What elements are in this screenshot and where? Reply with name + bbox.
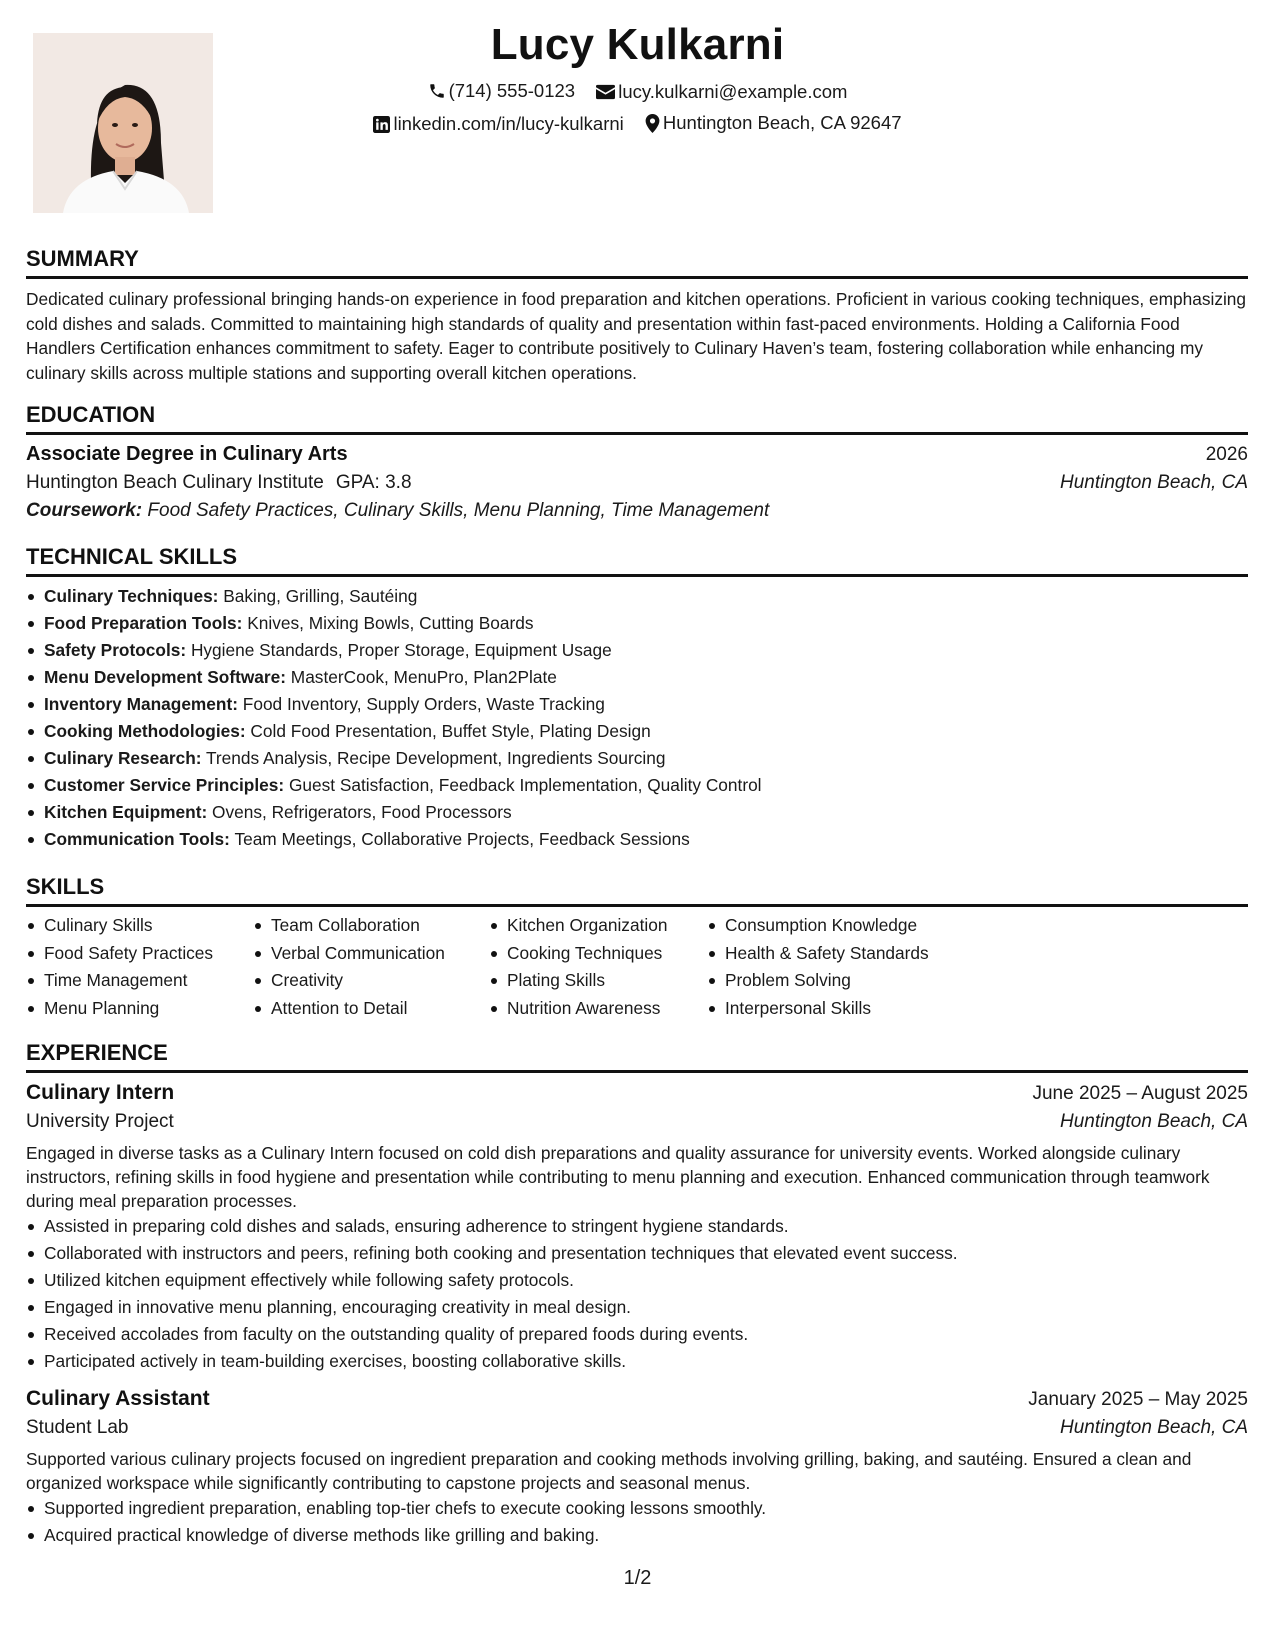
skills-column-1 [26,912,253,1022]
technical-skills-list [26,583,1248,853]
skill-value: Cold Food Presentation, Buffet Style, Plating Design [250,721,651,742]
skill-label: Kitchen Equipment: [44,802,208,823]
skill-label: Customer Service Principles: [44,775,285,796]
list-item [26,691,1248,718]
summary-section [26,246,1248,385]
job-header-row [26,1081,1248,1105]
job-location: Huntington Beach, CA [1059,1417,1248,1439]
list-item [26,799,1248,826]
technical-skills-section [26,544,1248,853]
page-number: 1/2 [623,1567,652,1589]
job-description: Engaged in diverse tasks as a Culinary Intern focused on cold dish preparations and quality assurance for university events. Worked alongside culinary instructors, refining skills in food hygiene and presentation while contributing to menu planning and execution. Enhanced communication through teamwork during meal preparation processes. [26,1143,1210,1212]
list-item: Health & Safety Standards [707,940,967,968]
candidate-name: Lucy Kulkarni [490,20,785,69]
job-organization: University Project [26,1111,174,1133]
list-item: Problem Solving [707,967,967,995]
list-item: Participated actively in team-building exercises, boosting collaborative skills. [26,1348,1248,1375]
skill-value: Trends Analysis, Recipe Development, Ingredients Sourcing [206,748,666,769]
list-item: Nutrition Awareness [489,995,707,1023]
contact-line-1 [0,80,1275,105]
list-item: Food Safety Practices [26,940,253,968]
education-location: Huntington Beach, CA [1059,472,1248,494]
coursework-label: Coursework: [26,500,143,522]
skill-value: Knives, Mixing Bowls, Cutting Boards [247,613,534,634]
list-item: Plating Skills [489,967,707,995]
phone-item[interactable] [428,80,576,102]
skills-heading: SKILLS [26,874,1248,907]
job-title: Culinary Intern [26,1081,175,1105]
list-item: Collaborated with instructors and peers, refining both cooking and presentation techniques that elevated event success. [26,1240,1248,1267]
job-header-row [26,1387,1248,1411]
skills-grid [26,912,1248,1022]
job-bullets [26,1213,1248,1375]
list-item: Culinary Skills [26,912,253,940]
linkedin-item[interactable] [373,113,623,135]
skill-value: Food Inventory, Supply Orders, Waste Tracking [242,694,605,715]
list-item: Received accolades from faculty on the outstanding quality of prepared foods during events. [26,1321,1248,1348]
coursework-list: Food Safety Practices, Culinary Skills, Menu Planning, Time Management [147,500,770,522]
map-pin-icon [645,114,660,133]
location-text: Huntington Beach, CA 92647 [662,112,902,133]
list-item: Utilized kitchen equipment effectively while following safety protocols. [26,1267,1248,1294]
summary-text: Dedicated culinary professional bringing hands-on experience in food preparation and kitchen operations. Proficient in various cooking techniques, emphasizing cold dishes and salads. Committed to maintaining high standards of quality and presentation within fast-paced environments. Holding a California Food Handlers Certification enhances commitment to safety. Eager to contribute positively to Culinary Haven’s team, fostering collaboration while enhancing my culinary skills across multiple stations and supporting overall kitchen operations. [26,289,1247,383]
list-item [26,826,1248,853]
skill-label: Safety Protocols: [44,640,187,661]
summary-heading: SUMMARY [26,246,1248,279]
job-location: Huntington Beach, CA [1059,1111,1248,1133]
list-item: Team Collaboration [253,912,489,940]
skills-column-2 [253,912,489,1022]
skills-section [26,874,1248,1022]
location-item [645,112,902,134]
list-item: Verbal Communication [253,940,489,968]
education-heading: EDUCATION [26,402,1248,435]
job-organization: Student Lab [26,1417,129,1439]
job-title: Culinary Assistant [26,1387,210,1411]
envelope-icon [596,84,615,100]
list-item [26,745,1248,772]
list-item [26,718,1248,745]
contact-line-2 [0,112,1275,138]
degree-name: Associate Degree in Culinary Arts [26,443,348,466]
list-item: Creativity [253,967,489,995]
skill-value: Team Meetings, Collaborative Projects, Feedback Sessions [234,829,690,850]
coursework [26,500,1248,522]
skill-label: Menu Development Software: [44,667,286,688]
skills-column-4 [707,912,967,1022]
linkedin-text: linkedin.com/in/lucy-kulkarni [393,113,624,134]
institution [26,472,412,494]
list-item [26,772,1248,799]
list-item [26,610,1248,637]
institution-name: Huntington Beach Culinary Institute [26,472,324,494]
job-description: Supported various culinary projects focused on ingredient preparation and cooking methods involving grilling, baking, and sautéing. Ensured a clean and organized workspace while significantly contributing to capstone projects and seasonal menus. [26,1449,1192,1494]
education-section [26,402,1248,522]
list-item: Supported ingredient preparation, enabling top-tier chefs to execute cooking lessons smoothly. [26,1495,1248,1522]
skill-value: Baking, Grilling, Sautéing [223,586,418,607]
experience-section [26,1040,1248,1549]
skill-value: Ovens, Refrigerators, Food Processors [212,802,512,823]
list-item: Menu Planning [26,995,253,1023]
job-entry [26,1387,1248,1549]
list-item: Consumption Knowledge [707,912,967,940]
job-dates: June 2025 – August 2025 [1032,1083,1248,1105]
skill-label: Food Preparation Tools: [44,613,243,634]
skill-value: Hygiene Standards, Proper Storage, Equipment Usage [190,640,612,661]
list-item: Acquired practical knowledge of diverse methods like grilling and baking. [26,1522,1248,1549]
job-org-row [26,1417,1248,1439]
list-item: Assisted in preparing cold dishes and salads, ensuring adherence to stringent hygiene standards. [26,1213,1248,1240]
list-item: Cooking Techniques [489,940,707,968]
skill-label: Culinary Techniques: [44,586,219,607]
list-item: Kitchen Organization [489,912,707,940]
technical-skills-heading: TECHNICAL SKILLS [26,544,1248,577]
list-item: Engaged in innovative menu planning, encouraging creativity in meal design. [26,1294,1248,1321]
gpa: GPA: 3.8 [335,472,412,494]
email-text: lucy.kulkarni@example.com [618,81,848,102]
education-degree-row [26,443,1248,466]
graduation-year: 2026 [1205,444,1248,466]
list-item: Attention to Detail [253,995,489,1023]
skill-label: Culinary Research: [44,748,202,769]
phone-text: (714) 555-0123 [448,80,576,101]
skill-value: Guest Satisfaction, Feedback Implementation, Quality Control [288,775,762,796]
phone-icon [428,82,446,100]
skills-column-3 [489,912,707,1022]
list-item [26,664,1248,691]
list-item: Interpersonal Skills [707,995,967,1023]
list-item [26,637,1248,664]
list-item [26,583,1248,610]
skill-label: Cooking Methodologies: [44,721,246,742]
job-entry [26,1081,1248,1375]
skill-label: Communication Tools: [44,829,230,850]
skill-value: MasterCook, MenuPro, Plan2Plate [290,667,557,688]
job-dates: January 2025 – May 2025 [1028,1389,1248,1411]
experience-heading: EXPERIENCE [26,1040,1248,1073]
list-item: Time Management [26,967,253,995]
skill-label: Inventory Management: [44,694,238,715]
job-bullets [26,1495,1248,1549]
linkedin-icon [373,116,390,133]
job-org-row [26,1111,1248,1133]
education-institution-row [26,472,1248,494]
email-item[interactable] [596,81,847,103]
